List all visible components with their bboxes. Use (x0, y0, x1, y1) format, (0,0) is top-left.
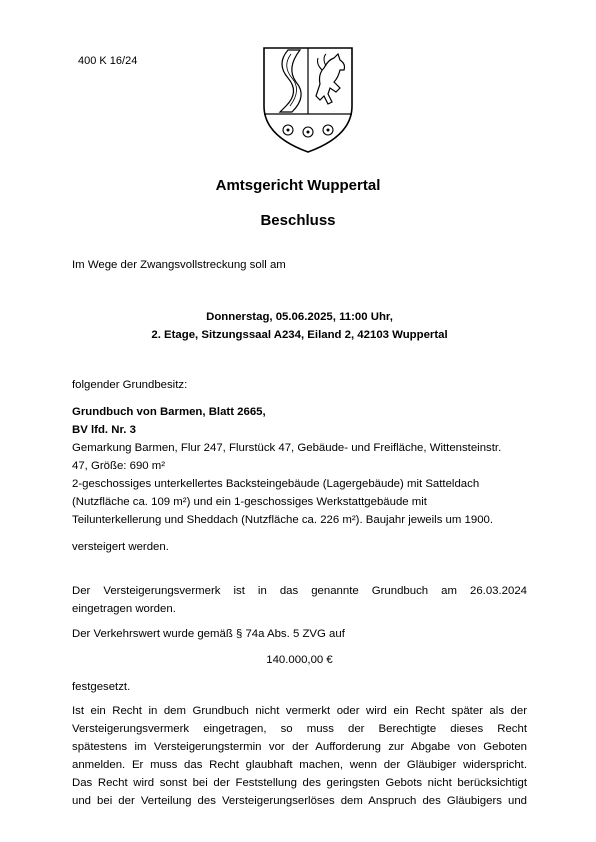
description-line: 47, Größe: 690 m² (72, 460, 166, 472)
case-number: 400 K 16/24 (78, 55, 138, 67)
description-line: 2-geschossiges unterkellertes Backsteingebäude (Lagergebäude) mit Satteldach (72, 478, 480, 490)
vermerk-line: Der Versteigerungsvermerk ist in das genannte Grundbuch am 26.03.2024 (72, 585, 527, 597)
vermerk-paragraph (72, 582, 527, 618)
vermerk-line: eingetragen worden. (72, 603, 176, 615)
hinweis-line: Ist ein Recht in dem Grundbuch nicht vermerkt oder wird ein Recht später als der (72, 705, 527, 717)
hinweis-paragraph (72, 702, 527, 810)
court-name: Amtsgericht Wuppertal (215, 177, 381, 194)
termin-ort: 2. Etage, Sitzungssaal A234, Eiland 2, 42103 Wuppertal (151, 329, 448, 341)
festgesetzt-text: festgesetzt. (72, 681, 131, 693)
versteigert-text: versteigert werden. (72, 541, 169, 553)
document-title: Beschluss (260, 212, 336, 229)
description-line: Gemarkung Barmen, Flur 247, Flurstück 47, Gebäude- und Freifläche, Wittensteinstr. (72, 442, 502, 454)
property-description (72, 439, 527, 529)
grundbuch-entry: Grundbuch von Barmen, Blatt 2665, (72, 406, 266, 418)
description-line: Teilunterkellerung und Sheddach (Nutzfläche ca. 226 m²). Baujahr jeweils um 1900. (72, 514, 494, 526)
verkehrswert-intro: Der Verkehrswert wurde gemäß § 74a Abs. 5 ZVG auf (72, 628, 345, 640)
intro-text: Im Wege der Zwangsvollstreckung soll am (72, 259, 286, 271)
termin-datum: Donnerstag, 05.06.2025, 11:00 Uhr, (206, 311, 393, 323)
hinweis-line: spätestens im Versteigerungstermin vor der Aufforderung zur Abgabe von Geboten (72, 741, 527, 753)
bv-number: BV lfd. Nr. 3 (72, 424, 136, 436)
hinweis-line: Versteigerungsvermerk eingetragen, so muss der Berechtigte dieses Recht (72, 723, 527, 735)
verkehrswert-amount: 140.000,00 € (266, 654, 333, 666)
grundbesitz-label: folgender Grundbesitz: (72, 379, 188, 391)
hinweis-line: Das Recht wird sonst bei der Feststellung des geringsten Gebots nicht berücksichtigt (72, 777, 527, 789)
hinweis-line: und bei der Verteilung des Versteigerungserlöses dem Anspruch des Gläubigers und (72, 795, 527, 807)
hinweis-line: anmelden. Er muss das Recht glaubhaft machen, wenn der Gläubiger widerspricht. (72, 759, 527, 771)
description-line: (Nutzfläche ca. 109 m²) und ein 1-geschossiges Werkstattgebäude mit (72, 496, 427, 508)
nrw-coat-of-arms-icon (258, 44, 358, 156)
